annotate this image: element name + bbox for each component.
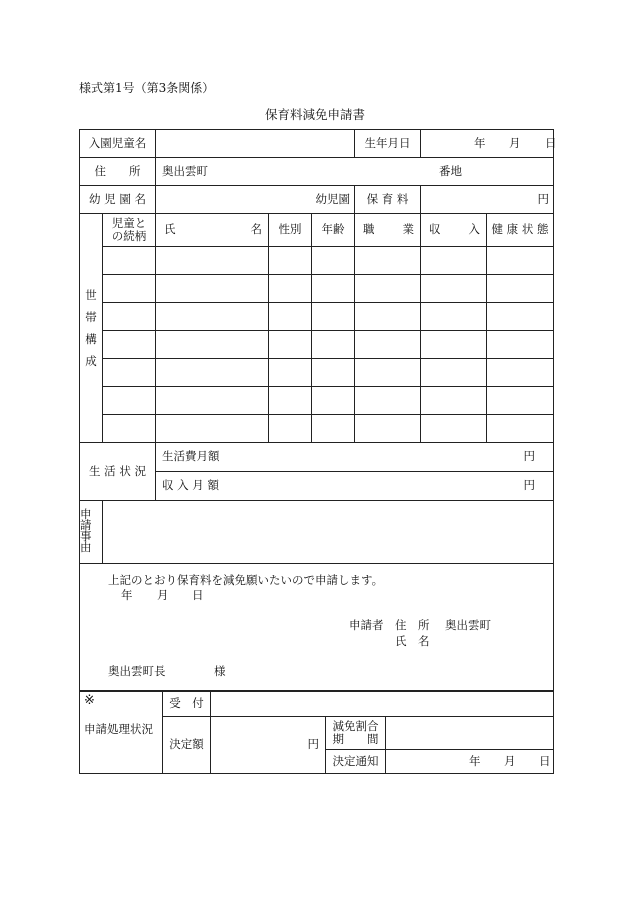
- income-cell[interactable]: [421, 275, 487, 303]
- job-cell[interactable]: [355, 387, 421, 415]
- relation-cell[interactable]: [103, 359, 156, 387]
- monthly-income-label: 収 入 月 額: [162, 478, 219, 493]
- name-cell[interactable]: [156, 247, 269, 275]
- name-cell[interactable]: [156, 303, 269, 331]
- birthdate-field[interactable]: [421, 130, 557, 158]
- age-cell[interactable]: [312, 275, 355, 303]
- notice-year-unit: 年: [469, 754, 481, 768]
- job-cell[interactable]: [355, 359, 421, 387]
- declaration-day-unit: 日: [192, 588, 204, 602]
- relation-cell[interactable]: [103, 303, 156, 331]
- health-cell[interactable]: [487, 415, 554, 443]
- declaration-cell: [80, 564, 554, 692]
- kindergarten-suffix: 幼児園: [315, 191, 350, 206]
- income-cell[interactable]: [421, 359, 487, 387]
- office-status-label: 申請処理状況: [84, 722, 153, 736]
- monthly-cost-unit: 円: [523, 449, 535, 464]
- gender-cell[interactable]: [269, 303, 312, 331]
- age-cell[interactable]: [312, 359, 355, 387]
- job-cell[interactable]: [355, 275, 421, 303]
- notice-field[interactable]: [386, 750, 554, 774]
- health-cell[interactable]: [487, 275, 554, 303]
- receipt-row: [80, 691, 554, 717]
- kindergarten-field[interactable]: [156, 186, 355, 214]
- reduction-label: 減免割合 期 間: [326, 717, 386, 750]
- child-name-row: [80, 130, 554, 158]
- monthly-cost-field[interactable]: [156, 443, 554, 472]
- declaration-year-unit: 年: [121, 588, 133, 602]
- document-title: 保育料減免申請書: [264, 107, 365, 122]
- address-field[interactable]: [156, 158, 554, 186]
- reason-label: 申 請 事 由: [80, 501, 103, 564]
- name-cell[interactable]: [156, 275, 269, 303]
- notice-month-unit: 月: [504, 754, 516, 768]
- living-section-label: 生 活 状 況: [80, 443, 156, 501]
- office-status-cell: [80, 691, 163, 774]
- relation-header: 児童と の続柄: [103, 214, 156, 247]
- decided-amount-unit: 円: [307, 737, 319, 752]
- kindergarten-label: 幼 児 園 名: [80, 186, 156, 214]
- household-row: [80, 303, 554, 331]
- child-name-label: 入園児童名: [80, 130, 156, 158]
- household-row: [80, 387, 554, 415]
- age-cell[interactable]: [312, 331, 355, 359]
- income-header: 収 入: [421, 214, 487, 247]
- job-cell[interactable]: [355, 303, 421, 331]
- declaration-table: [79, 563, 554, 692]
- receipt-label: 受 付: [163, 691, 211, 717]
- monthly-cost-row: [80, 443, 554, 472]
- applicant-address-label: 住 所: [395, 618, 430, 632]
- birth-year-unit: 年: [474, 136, 486, 150]
- decided-amount-label: 決定額: [163, 717, 211, 774]
- relation-cell[interactable]: [103, 331, 156, 359]
- reduction-field[interactable]: [386, 717, 554, 750]
- name-cell[interactable]: [156, 359, 269, 387]
- fee-unit: 円: [537, 191, 550, 206]
- applicant-name-label: 氏 名: [395, 634, 430, 648]
- job-cell[interactable]: [355, 247, 421, 275]
- gender-cell[interactable]: [269, 359, 312, 387]
- name-header: 氏 名: [156, 214, 269, 247]
- notice-day-unit: 日: [539, 754, 551, 768]
- declaration-text: 上記のとおり保育料を減免願いたいので申請します。: [108, 573, 384, 587]
- age-cell[interactable]: [312, 247, 355, 275]
- relation-cell[interactable]: [103, 415, 156, 443]
- monthly-income-field[interactable]: [156, 472, 554, 501]
- age-cell[interactable]: [312, 387, 355, 415]
- reason-field[interactable]: [103, 501, 554, 564]
- applicant-address-value: 奥出雲町: [445, 618, 491, 632]
- income-cell[interactable]: [421, 247, 487, 275]
- household-header-row: [80, 214, 554, 247]
- address-suffix: 番地: [439, 164, 462, 178]
- household-row: [80, 247, 554, 275]
- relation-cell[interactable]: [103, 387, 156, 415]
- addressee-honorific: 様: [214, 664, 226, 678]
- health-cell[interactable]: [487, 359, 554, 387]
- relation-cell[interactable]: [103, 247, 156, 275]
- decided-amount-field[interactable]: [211, 717, 326, 774]
- name-cell[interactable]: [156, 415, 269, 443]
- age-cell[interactable]: [312, 415, 355, 443]
- income-cell[interactable]: [421, 303, 487, 331]
- office-use-table: [79, 690, 554, 774]
- name-cell[interactable]: [156, 331, 269, 359]
- income-cell[interactable]: [421, 415, 487, 443]
- reason-row: [80, 501, 554, 564]
- household-row: [80, 415, 554, 443]
- form-number: 様式第1号（第3条関係）: [79, 81, 215, 95]
- gender-cell[interactable]: [269, 247, 312, 275]
- household-row: [80, 359, 554, 387]
- declaration-row: [80, 564, 554, 692]
- office-mark: ※: [84, 693, 95, 708]
- fee-label: 保 育 料: [355, 186, 421, 214]
- health-header: 健 康 状 態: [487, 214, 554, 247]
- job-cell[interactable]: [355, 415, 421, 443]
- gender-cell[interactable]: [269, 415, 312, 443]
- gender-header: 性別: [269, 214, 312, 247]
- monthly-income-unit: 円: [523, 478, 535, 493]
- age-header: 年齢: [312, 214, 355, 247]
- relation-cell[interactable]: [103, 275, 156, 303]
- receipt-field[interactable]: [211, 691, 554, 717]
- applicant-label: 申請者: [349, 618, 384, 632]
- health-cell[interactable]: [487, 247, 554, 275]
- birth-month-unit: 月: [509, 136, 521, 150]
- gender-cell[interactable]: [269, 331, 312, 359]
- kindergarten-row: [80, 186, 554, 214]
- address-label: 住 所: [80, 158, 156, 186]
- health-cell[interactable]: [487, 387, 554, 415]
- notice-label: 決定通知: [326, 750, 386, 774]
- income-cell[interactable]: [421, 387, 487, 415]
- child-name-field[interactable]: [156, 130, 355, 158]
- household-row: [80, 275, 554, 303]
- job-cell[interactable]: [355, 331, 421, 359]
- household-section-label: 世 帯 構 成: [80, 214, 103, 443]
- birthdate-label: 生年月日: [355, 130, 421, 158]
- name-cell[interactable]: [156, 387, 269, 415]
- income-cell[interactable]: [421, 331, 487, 359]
- addressee: 奥出雲町長: [108, 664, 166, 678]
- address-town: 奥出雲町: [162, 164, 208, 178]
- declaration-month-unit: 月: [157, 588, 169, 602]
- job-header: 職 業: [355, 214, 421, 247]
- birth-day-unit: 日: [545, 136, 557, 150]
- living-and-declaration-table: [79, 442, 554, 501]
- health-cell[interactable]: [487, 303, 554, 331]
- gender-cell[interactable]: [269, 275, 312, 303]
- monthly-cost-label: 生活費月額: [162, 449, 220, 464]
- reason-table: [79, 500, 554, 564]
- address-row: [80, 158, 554, 186]
- fee-field[interactable]: [421, 186, 554, 214]
- age-cell[interactable]: [312, 303, 355, 331]
- gender-cell[interactable]: [269, 387, 312, 415]
- health-cell[interactable]: [487, 331, 554, 359]
- household-row: [80, 331, 554, 359]
- application-form-table: [79, 129, 557, 443]
